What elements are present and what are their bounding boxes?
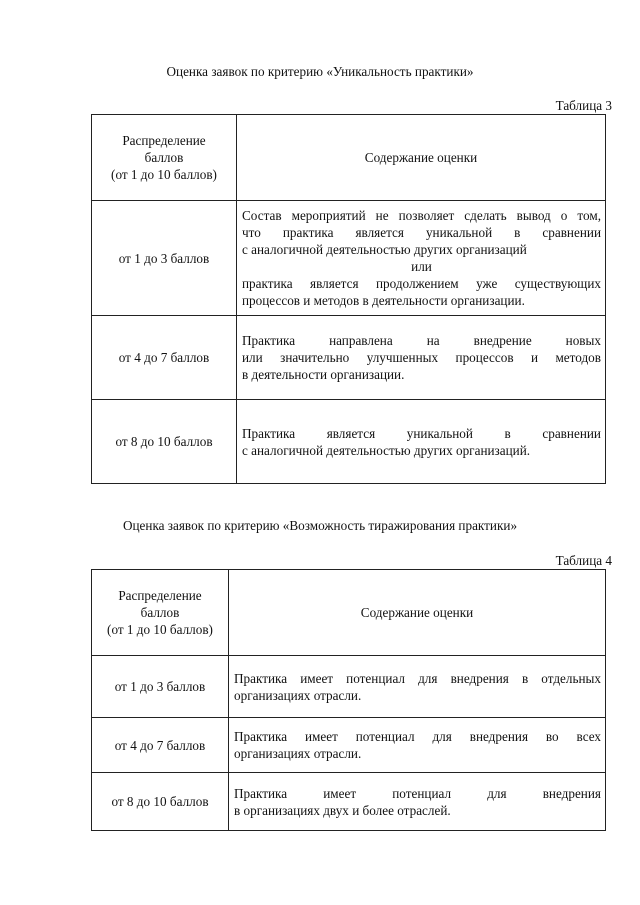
description-line: с аналогичной деятельностью других организаций. (242, 442, 531, 458)
description-line: или (411, 259, 432, 274)
table-header-row (92, 115, 606, 201)
header-score-line: баллов (140, 605, 180, 620)
score-cell: от 1 до 3 баллов (92, 201, 237, 316)
description-line: в деятельности организации. (242, 367, 405, 382)
description-line: организациях отрасли. (234, 687, 362, 703)
description-cell (237, 201, 606, 316)
description-line: в организациях двух и более отраслей. (234, 802, 451, 818)
header-score-line: (от 1 до 10 баллов) (111, 167, 217, 182)
header-score-cell (92, 115, 237, 201)
score-cell: от 4 до 7 баллов (92, 718, 229, 773)
description-line: что практика является уникальной в сравнении (242, 225, 601, 240)
description-line: с аналогичной деятельностью других организаций (242, 242, 527, 257)
section2-title: Оценка заявок по критерию «Возможность тиражирования практики» (122, 518, 518, 533)
score-cell: от 8 до 10 баллов (92, 400, 237, 484)
header-score-line: баллов (144, 150, 184, 165)
score-cell: от 1 до 3 баллов (92, 656, 229, 718)
description-cell (237, 316, 606, 400)
table3-label: Таблица 3 (555, 98, 612, 113)
description-cell (229, 656, 606, 718)
table-row (92, 718, 606, 773)
description-line: процессов и методов в деятельности организации. (242, 293, 525, 308)
description-line: Состав мероприятий не позволяет сделать вывод о том, (242, 208, 601, 223)
description-cell (237, 400, 606, 484)
table-row (92, 656, 606, 718)
description-line: Практика направлена на внедрение новых (242, 333, 601, 348)
header-score-line: Распределение (118, 588, 202, 603)
description-line: или значительно улучшенных процессов и методов (242, 350, 601, 365)
table-row (92, 201, 606, 316)
description-line: организациях отрасли. (234, 746, 362, 761)
header-score-line: Распределение (122, 133, 206, 148)
table-row (92, 400, 606, 484)
description-cell (229, 718, 606, 773)
header-score-line: (от 1 до 10 баллов) (107, 622, 213, 637)
description-line: Практика имеет потенциал для внедрения в отдельных (234, 670, 601, 686)
header-content-cell: Содержание оценки (237, 115, 606, 201)
table-row (92, 773, 606, 831)
header-score-cell (92, 570, 229, 656)
description-line: Практика имеет потенциал для внедрения во всех (234, 729, 601, 744)
table-header-row (92, 570, 606, 656)
table-uniqueness (91, 114, 606, 484)
score-cell: от 8 до 10 баллов (92, 773, 229, 831)
section1-title: Оценка заявок по критерию «Уникальность практики» (166, 64, 474, 79)
description-cell (229, 773, 606, 831)
score-cell: от 4 до 7 баллов (92, 316, 237, 400)
table-replicability (91, 569, 606, 831)
description-line: Практика является уникальной в сравнении (242, 425, 601, 441)
table4-label: Таблица 4 (555, 553, 612, 568)
table-row (92, 316, 606, 400)
header-content-cell: Содержание оценки (229, 570, 606, 656)
description-line: практика является продолжением уже существующих (242, 276, 601, 291)
description-line: Практика имеет потенциал для внедрения (234, 785, 601, 801)
